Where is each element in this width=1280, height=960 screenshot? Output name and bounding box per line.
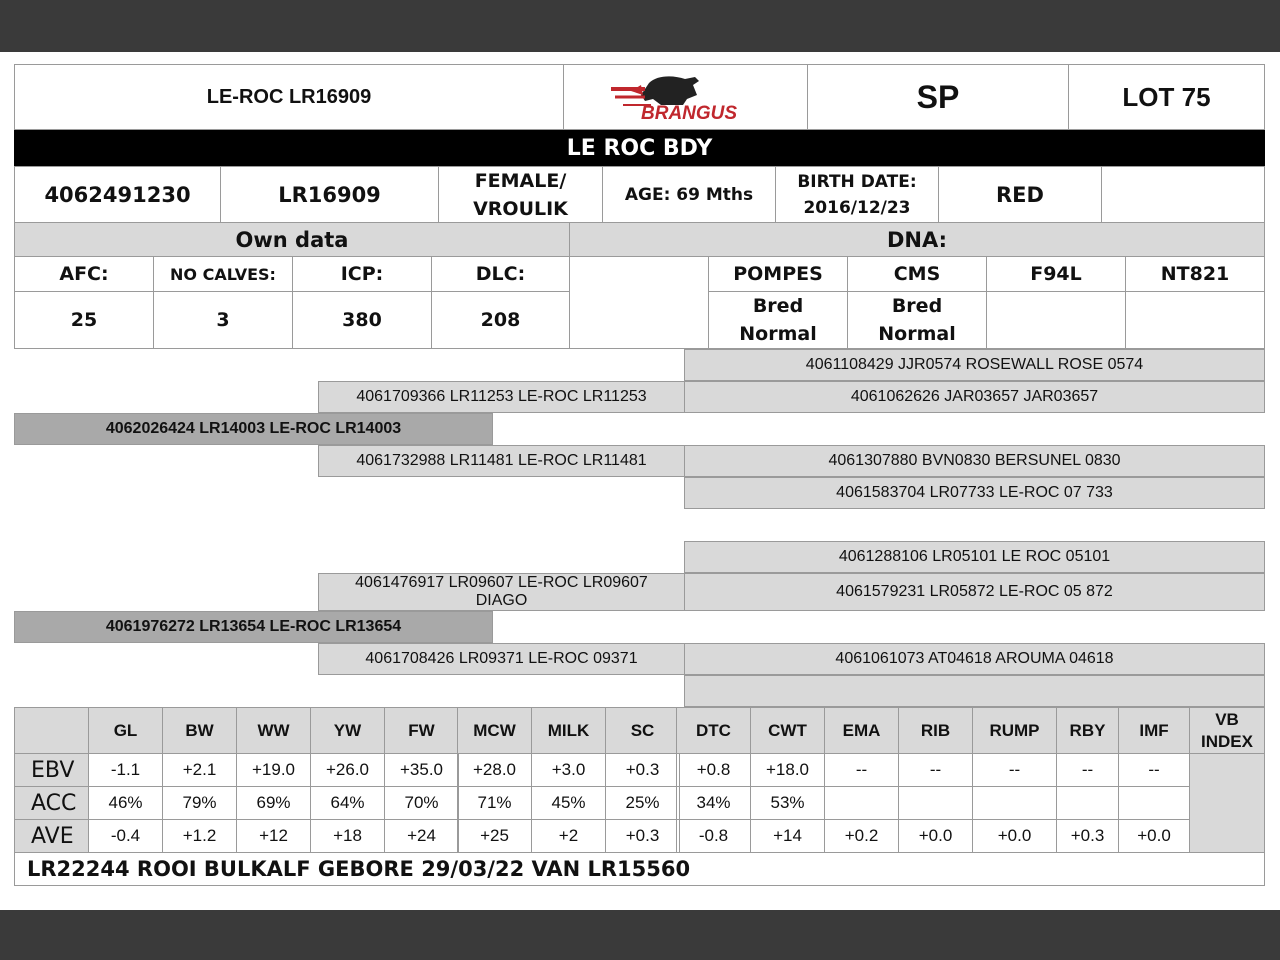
ebv-header: RUMP — [972, 707, 1057, 754]
acc-cell: 34% — [676, 786, 751, 820]
acc-cell — [1118, 786, 1190, 820]
pedigree-dam-sire: 4061476917 LR09607 LE-ROC LR09607 DIAGO — [318, 573, 685, 611]
animal-name-bar: LE ROC BDY — [14, 130, 1265, 166]
no-calves-label: NO CALVES: — [153, 256, 293, 292]
ebv-cell: +2.1 — [162, 753, 237, 787]
dna-nt821-value — [1125, 291, 1265, 349]
sex-label: FEMALE/ VROULIK — [438, 166, 603, 223]
ave-cell: +12 — [236, 819, 311, 853]
pedigree-sire-sire: 4061709366 LR11253 LE-ROC LR11253 — [318, 381, 685, 413]
own-data-heading: Own data — [14, 222, 570, 257]
ebv-header: EMA — [824, 707, 899, 754]
ebv-cell: -1.1 — [88, 753, 163, 787]
ebv-header: RIB — [898, 707, 973, 754]
dna-cms-value: Bred Normal — [847, 291, 987, 349]
acc-cell — [1056, 786, 1119, 820]
ebv-cell: -- — [824, 753, 899, 787]
ave-cell: +24 — [384, 819, 459, 853]
dna-f94l-label: F94L — [986, 256, 1126, 292]
ebv-cell: +35.0 — [384, 753, 459, 787]
ebv-cell: +26.0 — [310, 753, 385, 787]
acc-cell: 69% — [236, 786, 311, 820]
pedigree-dam-dam-dam — [684, 675, 1265, 707]
age-label: AGE: 69 Mths — [602, 166, 776, 223]
icp-label: ICP: — [292, 256, 432, 292]
ebv-header: GL — [88, 707, 163, 754]
ebv-cell: +19.0 — [236, 753, 311, 787]
footer-note: LR22244 ROOI BULKALF GEBORE 29/03/22 VAN LR15560 — [14, 852, 1265, 886]
birth-date-cell — [775, 166, 939, 223]
ebv-header: CWT — [750, 707, 825, 754]
afc-label: AFC: — [14, 256, 154, 292]
ebv-cell: -- — [898, 753, 973, 787]
vb-index-header: VB INDEX — [1189, 707, 1265, 754]
dna-blank-cell — [569, 256, 709, 349]
ave-cell: +0.2 — [824, 819, 899, 853]
ave-cell: +25 — [457, 819, 532, 853]
acc-cell — [824, 786, 899, 820]
dna-f94l-value — [986, 291, 1126, 349]
animal-id: 4062491230 — [14, 166, 221, 223]
ave-cell: +0.0 — [972, 819, 1057, 853]
vb-index-value — [1189, 753, 1265, 853]
pedigree-sire-sire-dam: 4061062626 JAR03657 JAR03657 — [684, 381, 1265, 413]
ebv-cell: -- — [1056, 753, 1119, 787]
acc-cell — [972, 786, 1057, 820]
ebv-cell: +3.0 — [531, 753, 606, 787]
pedigree-sire-dam-sire: 4061307880 BVN0830 BERSUNEL 0830 — [684, 445, 1265, 477]
ebv-header: RBY — [1056, 707, 1119, 754]
acc-cell: 46% — [88, 786, 163, 820]
pedigree-dam-dam-sire: 4061061073 AT04618 AROUMA 04618 — [684, 643, 1265, 675]
ave-cell: -0.4 — [88, 819, 163, 853]
ave-cell: -0.8 — [676, 819, 751, 853]
acc-cell: 45% — [531, 786, 606, 820]
ebv-header: DTC — [676, 707, 751, 754]
birth-date-label: BIRTH DATE: — [797, 171, 917, 192]
ebv-cell: +28.0 — [457, 753, 532, 787]
icp-value: 380 — [292, 291, 432, 349]
ebv-header: WW — [236, 707, 311, 754]
brangus-logo — [563, 64, 808, 130]
ave-cell: +18 — [310, 819, 385, 853]
ave-cell: +14 — [750, 819, 825, 853]
dna-cms-label: CMS — [847, 256, 987, 292]
ebv-header: SC — [605, 707, 680, 754]
acc-cell: 64% — [310, 786, 385, 820]
afc-value: 25 — [14, 291, 154, 349]
ave-cell: +0.0 — [1118, 819, 1190, 853]
acc-cell: 70% — [384, 786, 459, 820]
ebv-table — [14, 707, 1265, 853]
pedigree-sire-dam: 4061732988 LR11481 LE-ROC LR11481 — [318, 445, 685, 477]
acc-cell: 79% — [162, 786, 237, 820]
pedigree-dam-sire-dam: 4061579231 LR05872 LE-ROC 05 872 — [684, 573, 1265, 611]
dna-pompes-value: Bred Normal — [708, 291, 848, 349]
top-frame-bar — [0, 0, 1280, 52]
ebv-corner — [14, 707, 89, 754]
birth-date-value: 2016/12/23 — [803, 197, 911, 218]
ebv-header: YW — [310, 707, 385, 754]
dlc-value: 208 — [431, 291, 570, 349]
ebv-header: FW — [384, 707, 459, 754]
ebv-header: MCW — [457, 707, 532, 754]
bull-logo-icon — [601, 69, 771, 125]
ave-row-label: AVE — [14, 819, 89, 853]
pedigree-dam: 4061976272 LR13654 LE-ROC LR13654 — [14, 611, 493, 643]
registration-number: LR16909 — [220, 166, 439, 223]
ebv-header: IMF — [1118, 707, 1190, 754]
pedigree-sire: 4062026424 LR14003 LE-ROC LR14003 — [14, 413, 493, 445]
ebv-cell: +0.8 — [676, 753, 751, 787]
ave-cell: +1.2 — [162, 819, 237, 853]
bottom-frame-bar — [0, 910, 1280, 960]
ave-cell: +0.3 — [605, 819, 680, 853]
ebv-cell: +0.3 — [605, 753, 680, 787]
svg-text:BRANGUS: BRANGUS — [640, 103, 737, 124]
ave-cell: +0.0 — [898, 819, 973, 853]
pedigree-sire-dam-dam: 4061583704 LR07733 LE-ROC 07 733 — [684, 477, 1265, 509]
pedigree-dam-sire-sire: 4061288106 LR05101 LE ROC 05101 — [684, 541, 1265, 573]
colour-label: RED — [938, 166, 1102, 223]
dna-heading: DNA: — [569, 222, 1265, 257]
ebv-header: MILK — [531, 707, 606, 754]
pedigree-dam-dam: 4061708426 LR09371 LE-ROC 09371 — [318, 643, 685, 675]
acc-cell: 25% — [605, 786, 680, 820]
acc-cell: 71% — [457, 786, 532, 820]
acc-cell: 53% — [750, 786, 825, 820]
lot-number: LOT 75 — [1068, 64, 1265, 130]
animal-title: LE-ROC LR16909 — [14, 64, 564, 130]
ebv-row-label: EBV — [14, 753, 89, 787]
info-extra-cell — [1101, 166, 1265, 223]
ave-cell: +2 — [531, 819, 606, 853]
ebv-header: BW — [162, 707, 237, 754]
ave-cell: +0.3 — [1056, 819, 1119, 853]
ebv-cell: +18.0 — [750, 753, 825, 787]
dna-pompes-label: POMPES — [708, 256, 848, 292]
ebv-cell: -- — [972, 753, 1057, 787]
ebv-cell: -- — [1118, 753, 1190, 787]
acc-row-label: ACC — [14, 786, 89, 820]
grade-label: SP — [807, 64, 1069, 130]
pedigree-sire-sire-sire: 4061108429 JJR0574 ROSEWALL ROSE 0574 — [684, 349, 1265, 381]
no-calves-value: 3 — [153, 291, 293, 349]
dna-nt821-label: NT821 — [1125, 256, 1265, 292]
dlc-label: DLC: — [431, 256, 570, 292]
acc-cell — [898, 786, 973, 820]
